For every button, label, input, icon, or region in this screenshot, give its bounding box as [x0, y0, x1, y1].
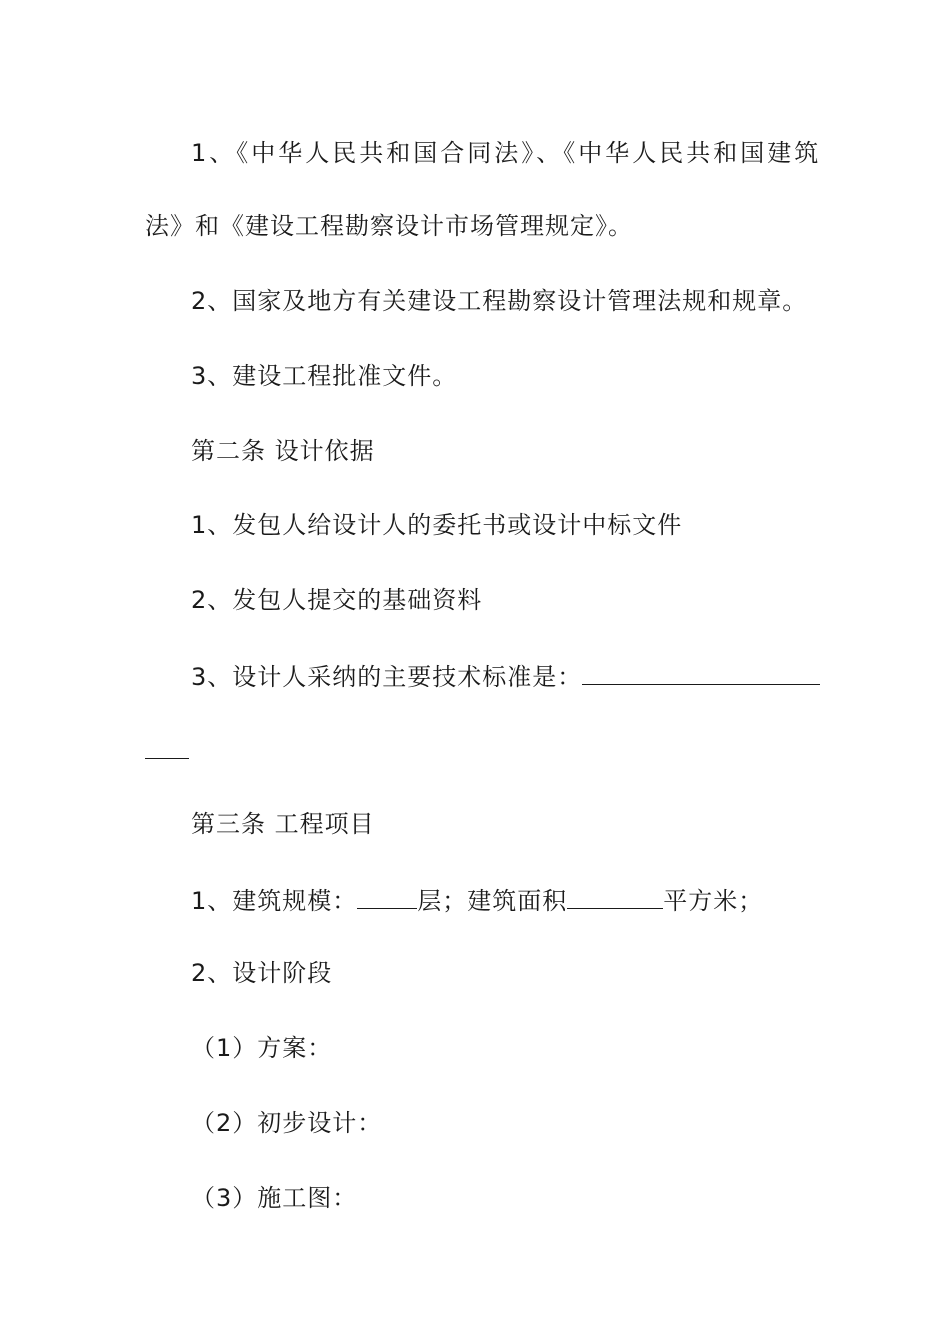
- list-item-label: 层；建筑面积: [417, 887, 568, 915]
- list-item: 2、发包人提交的基础资料: [191, 586, 483, 614]
- stage-item: （3）施工图：: [191, 1184, 358, 1212]
- paragraph-line: 法》和《建设工程勘察设计市场管理规定》。: [145, 212, 633, 240]
- list-item-label: 1、建筑规模：: [191, 887, 358, 915]
- article-title: 第二条 设计依据: [191, 437, 375, 465]
- stage-item: （2）初步设计：: [191, 1109, 383, 1137]
- article-title: 第三条 工程项目: [191, 810, 375, 838]
- paragraph: 3、建设工程批准文件。: [191, 362, 458, 390]
- list-item: 1、发包人给设计人的委托书或设计中标文件: [191, 511, 683, 539]
- floors-blank[interactable]: [357, 884, 417, 909]
- fill-in-blank[interactable]: [145, 734, 189, 759]
- fill-in-blank[interactable]: [582, 660, 820, 685]
- stage-item: （1）方案：: [191, 1034, 333, 1062]
- list-item: [191, 660, 820, 692]
- fill-in-blank-continuation: [145, 734, 189, 766]
- paragraph: 2、国家及地方有关建设工程勘察设计管理法规和规章。: [191, 287, 808, 315]
- area-blank[interactable]: [567, 884, 663, 909]
- paragraph-line: 1、《中华人民共和国合同法》、《中华人民共和国建筑: [191, 139, 822, 167]
- list-item: 2、设计阶段: [191, 959, 333, 987]
- list-item: [191, 884, 763, 916]
- list-item-label: 平方米；: [663, 887, 764, 915]
- list-item-label: 3、设计人采纳的主要技术标准是：: [191, 663, 583, 691]
